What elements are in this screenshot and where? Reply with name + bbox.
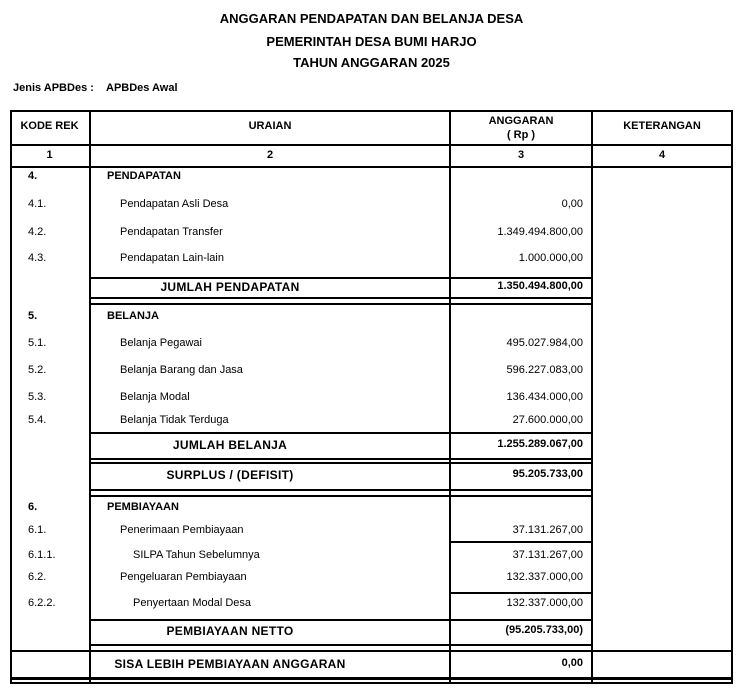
row-kode-5-1: 5.1. bbox=[28, 337, 47, 349]
row-label-silpa-tahun-sebelumnya: SILPA Tahun Sebelumnya bbox=[133, 549, 260, 561]
row-kode-6-1-1: 6.1.1. bbox=[28, 549, 56, 561]
col-header-anggaran-line1: ANGGARAN bbox=[488, 115, 554, 127]
row-amount-belanja-barang-jasa: 596.227.083,00 bbox=[506, 364, 583, 376]
table-border-numrow-bottom bbox=[10, 166, 733, 168]
col-header-keterangan: KETERANGAN bbox=[623, 120, 701, 132]
border-surplus-bottom bbox=[89, 489, 593, 491]
row-kode-5-2: 5.2. bbox=[28, 364, 47, 376]
row-amount-belanja-tidak-terduga: 27.600.000,00 bbox=[512, 414, 583, 426]
table-border-bottom-inner bbox=[10, 682, 733, 684]
row-kode-5-4: 5.4. bbox=[28, 414, 47, 426]
row-amount-pembiayaan-netto: (95.205.733,00) bbox=[505, 624, 583, 636]
row-label-pendapatan-lain-lain: Pendapatan Lain-lain bbox=[120, 252, 224, 264]
table-border-right bbox=[731, 110, 733, 684]
row-label-pengeluaran-pembiayaan: Pengeluaran Pembiayaan bbox=[120, 571, 247, 583]
border-penyertaan-amount-top bbox=[449, 592, 593, 594]
row-label-belanja-modal: Belanja Modal bbox=[120, 391, 190, 403]
col-header-uraian: URAIAN bbox=[248, 120, 292, 132]
row-kode-6-1: 6.1. bbox=[28, 524, 47, 536]
row-kode-4-3: 4.3. bbox=[28, 252, 47, 264]
border-jumlah-pendapatan-top bbox=[89, 277, 593, 279]
row-amount-surplus-defisit: 95.205.733,00 bbox=[512, 468, 583, 480]
table-border-top bbox=[10, 110, 733, 112]
row-amount-pendapatan-transfer: 1.349.494.800,00 bbox=[497, 226, 583, 238]
row-kode-5-3: 5.3. bbox=[28, 391, 47, 403]
jenis-apbdes-label: Jenis APBDes : bbox=[13, 82, 94, 94]
row-label-belanja-barang-jasa: Belanja Barang dan Jasa bbox=[120, 364, 243, 376]
row-label-penerimaan-pembiayaan: Penerimaan Pembiayaan bbox=[120, 524, 244, 536]
row-label-pendapatan-transfer: Pendapatan Transfer bbox=[120, 226, 223, 238]
row-kode-4-2: 4.2. bbox=[28, 226, 47, 238]
table-border-col3-col4 bbox=[591, 110, 593, 684]
row-amount-belanja-modal: 136.434.000,00 bbox=[506, 391, 583, 403]
row-kode-4: 4. bbox=[28, 170, 38, 182]
row-label-surplus-defisit: SURPLUS / (DEFISIT) bbox=[166, 468, 294, 482]
row-amount-penyertaan-modal-desa: 132.337.000,00 bbox=[506, 597, 583, 609]
row-label-pendapatan-asli-desa: Pendapatan Asli Desa bbox=[120, 198, 229, 210]
col-header-kode-rek: KODE REK bbox=[20, 120, 79, 132]
row-amount-pendapatan-asli-desa: 0,00 bbox=[561, 198, 583, 210]
row-label-pembiayaan: PEMBIAYAAN bbox=[107, 501, 179, 513]
row-amount-jumlah-pendapatan: 1.350.494.800,00 bbox=[497, 280, 583, 292]
row-kode-5: 5. bbox=[28, 310, 38, 322]
row-kode-6-2: 6.2. bbox=[28, 571, 47, 583]
col-number-3: 3 bbox=[517, 149, 525, 161]
row-label-pembiayaan-netto: PEMBIAYAAN NETTO bbox=[166, 624, 294, 638]
row-amount-pendapatan-lain-lain: 1.000.000,00 bbox=[518, 252, 583, 264]
col-header-anggaran-line2: ( Rp ) bbox=[506, 129, 536, 141]
report-title-line1: ANGGARAN PENDAPATAN DAN BELANJA DESA bbox=[219, 11, 524, 26]
row-label-penyertaan-modal-desa: Penyertaan Modal Desa bbox=[133, 597, 252, 609]
row-kode-4-1: 4.1. bbox=[28, 198, 47, 210]
row-amount-belanja-pegawai: 495.027.984,00 bbox=[506, 337, 583, 349]
row-label-belanja: BELANJA bbox=[107, 310, 159, 322]
row-label-belanja-tidak-terduga: Belanja Tidak Terduga bbox=[120, 414, 229, 426]
border-section6-top bbox=[89, 495, 593, 497]
row-label-jumlah-belanja: JUMLAH BELANJA bbox=[172, 438, 288, 452]
row-kode-6: 6. bbox=[28, 501, 38, 513]
row-kode-6-2-2: 6.2.2. bbox=[28, 597, 56, 609]
row-amount-silpa-tahun-sebelumnya: 37.131.267,00 bbox=[512, 549, 583, 561]
row-label-sisa-lebih-pembiayaan-anggaran: SISA LEBIH PEMBIAYAAN ANGGARAN bbox=[114, 657, 346, 671]
col-header-anggaran bbox=[451, 114, 591, 142]
border-silpa-amount-top bbox=[449, 541, 593, 543]
jenis-apbdes-value: APBDes Awal bbox=[106, 82, 178, 94]
report-title-line3: TAHUN ANGGARAN 2025 bbox=[293, 55, 450, 70]
table-border-col1-col2 bbox=[89, 110, 91, 684]
row-amount-jumlah-belanja: 1.255.289.067,00 bbox=[497, 438, 583, 450]
border-section6-bottom bbox=[89, 644, 593, 646]
row-amount-penerimaan-pembiayaan: 37.131.267,00 bbox=[512, 524, 583, 536]
border-jumlah-belanja-top bbox=[89, 432, 593, 434]
border-section5-top bbox=[89, 303, 593, 305]
row-amount-pengeluaran-pembiayaan: 132.337.000,00 bbox=[506, 571, 583, 583]
col-number-1: 1 bbox=[46, 149, 53, 161]
row-label-pendapatan: PENDAPATAN bbox=[107, 170, 181, 182]
col-number-2: 2 bbox=[266, 149, 274, 161]
table-border-left bbox=[10, 110, 12, 684]
border-section5-bottom bbox=[89, 458, 593, 460]
border-sisa-top bbox=[10, 650, 733, 652]
row-label-jumlah-pendapatan: JUMLAH PENDAPATAN bbox=[160, 280, 300, 294]
row-label-belanja-pegawai: Belanja Pegawai bbox=[120, 337, 202, 349]
row-amount-sisa-lebih-pembiayaan-anggaran: 0,00 bbox=[561, 657, 583, 669]
border-surplus-top bbox=[89, 462, 593, 464]
border-netto-top bbox=[89, 619, 593, 621]
table-border-bottom-outer bbox=[10, 677, 733, 680]
border-section4-bottom bbox=[89, 297, 593, 299]
report-title-line2: PEMERINTAH DESA BUMI HARJO bbox=[266, 34, 477, 49]
table-border-header-bottom bbox=[10, 144, 733, 146]
col-number-4: 4 bbox=[658, 149, 666, 161]
